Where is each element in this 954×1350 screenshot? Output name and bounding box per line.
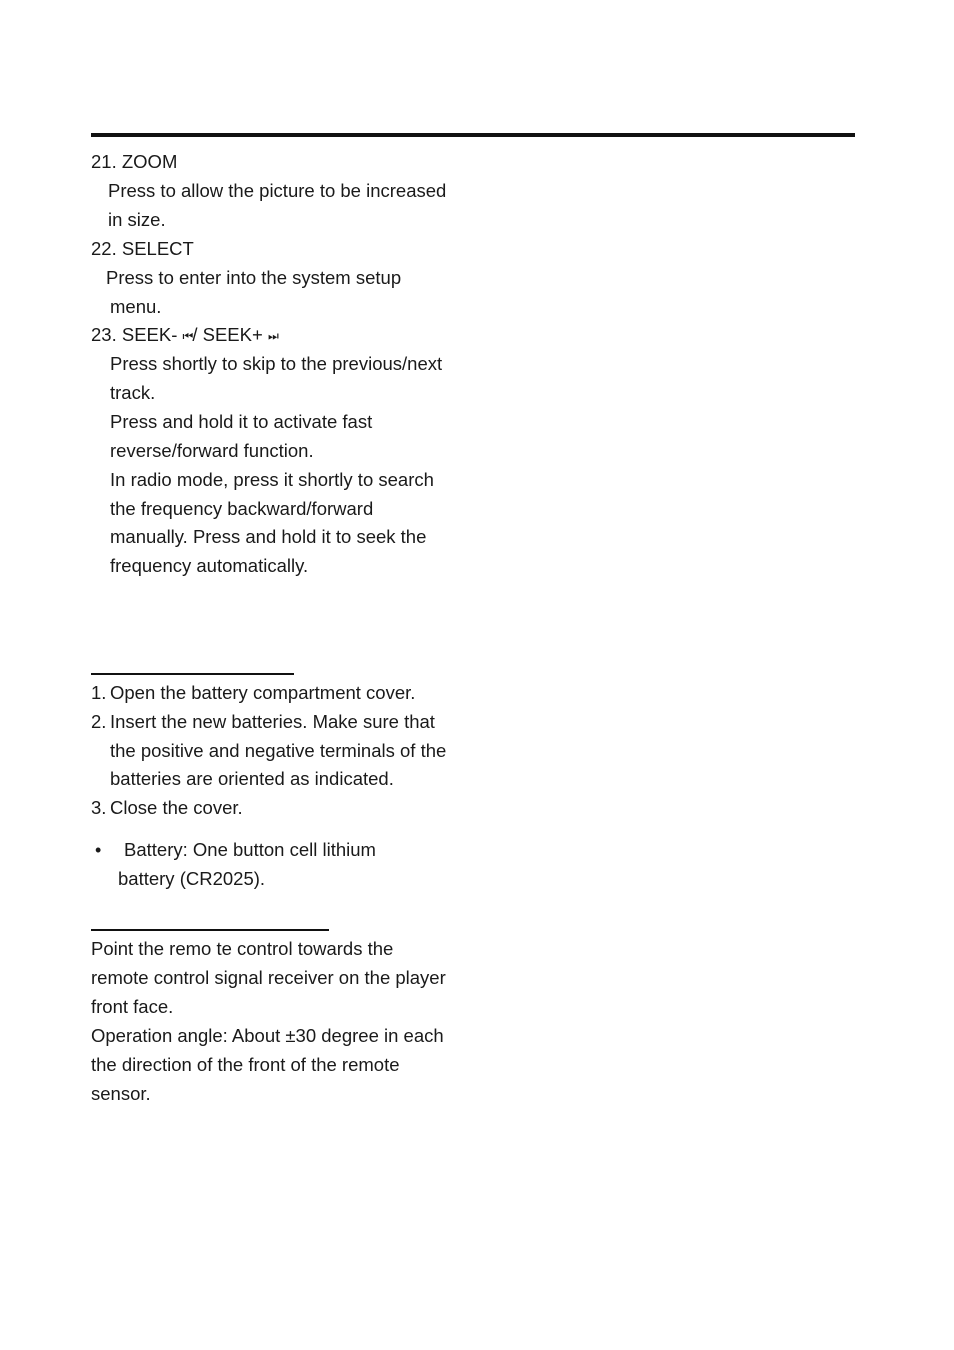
battery-section-rule <box>91 673 294 675</box>
battery-step-line: the positive and negative terminals of the <box>110 740 447 761</box>
item-23-heading-prefix: 23. SEEK- <box>91 324 178 345</box>
battery-step-line: Open the battery compartment cover. <box>110 682 416 703</box>
battery-step-number: 2. <box>91 711 107 732</box>
item-23-line: frequency automatically. <box>110 555 309 576</box>
item-23-line: Press and hold it to activate fast <box>110 411 373 432</box>
skip-previous-icon: ⏮ <box>182 329 193 343</box>
operation-line: remote control signal receiver on the player <box>91 967 446 988</box>
item-23-line: the frequency backward/forward <box>110 498 374 519</box>
item-21-heading: 21. ZOOM <box>91 151 178 172</box>
item-23-line: In radio mode, press it shortly to search <box>110 469 434 490</box>
item-23-line: track. <box>110 382 156 403</box>
operation-line: Operation angle: About ±30 degree in each <box>91 1025 444 1046</box>
header-rule <box>91 133 855 137</box>
operation-line: sensor. <box>91 1083 151 1104</box>
item-21-line: Press to allow the picture to be increased <box>108 180 447 201</box>
item-23-line: Press shortly to skip to the previous/next <box>110 353 443 374</box>
item-23-line: manually. Press and hold it to seek the <box>110 526 427 547</box>
item-22-line: menu. <box>110 296 162 317</box>
battery-step-number: 1. <box>91 682 107 703</box>
item-22-line: Press to enter into the system setup <box>106 267 402 288</box>
operation-line: front face. <box>91 996 174 1017</box>
item-23-heading <box>91 324 278 347</box>
operation-line: the direction of the front of the remote <box>91 1054 400 1075</box>
item-23-line: reverse/forward function. <box>110 440 314 461</box>
item-21-line: in size. <box>108 209 166 230</box>
operation-section-rule <box>91 929 329 931</box>
battery-step-line: batteries are oriented as indicated. <box>110 768 394 789</box>
item-23-heading-middle: / SEEK+ <box>192 324 263 345</box>
bullet-icon: • <box>95 840 102 860</box>
battery-step-line: Insert the new batteries. Make sure that <box>110 711 435 732</box>
battery-note-line: Battery: One button cell lithium <box>124 839 376 860</box>
battery-note-line: battery (CR2025). <box>118 868 266 889</box>
operation-line: Point the remo te control towards the <box>91 938 394 959</box>
item-22-heading: 22. SELECT <box>91 238 194 259</box>
battery-step-line: Close the cover. <box>110 797 243 818</box>
skip-next-icon: ⏭ <box>267 329 278 343</box>
battery-step-number: 3. <box>91 797 107 818</box>
